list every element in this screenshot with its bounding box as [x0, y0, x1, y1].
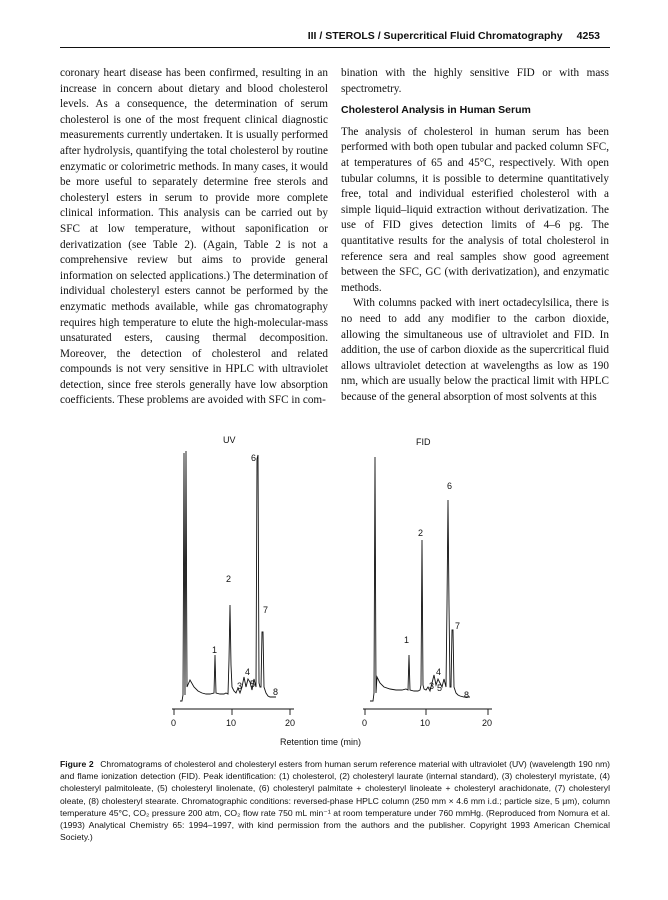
section-heading: Cholesterol Analysis in Human Serum	[341, 104, 531, 117]
fid-peak-6: 6	[447, 481, 453, 491]
uv-peak-6: 6	[251, 453, 257, 463]
fid-peak-7: 7	[455, 621, 461, 631]
uv-peak-3: 3	[237, 681, 243, 691]
chromatogram-figure	[60, 425, 610, 755]
caption-label: Figure 2	[60, 759, 94, 769]
uv-panel-label: UV	[223, 435, 236, 445]
uv-tick-label-20: 20	[285, 718, 296, 728]
uv-peak-2: 2	[226, 574, 232, 584]
fid-peak-3: 3	[429, 681, 435, 691]
left-column	[60, 66, 328, 409]
fid-tick-label-20: 20	[482, 718, 493, 728]
running-head-title: III / STEROLS / Supercritical Fluid Chromatography	[307, 30, 563, 42]
uv-panel	[171, 435, 295, 728]
left-paragraph: coronary heart disease has been confirmed, resulting in an increase in concern about dietary and blood cholesterol levels. As a consequence, the determination of serum cholesterol is one of the most frequent clinical diagnostic measurements currently undertaken. It is usually performed after hydrolysis, quantifying the total cholesterol by routine enzymatic or colorimetric methods. In many cases, it would be more useful to separately determine free sterols and cholesteryl esters in serum to provide more complete clinical information. This analysis can be carried out by SFC at low temperature, without saponification or derivatization (see Table 2). (Again, Table 2 is not a comprehensive review but aims to provide general information on selected applications.) The determination of individual cholesteryl esters cannot be performed by the enzymatic methods available, while gas chromatography requires high temperature to elute the high-molecular-mass unsaturated esters, causing thermal decomposition. Moreover, the detection of cholesterol and related compounds is not very sensitive in HPLC with ultraviolet detection, since free sterols generally have low absorption coefficients. These problems are avoided with SFC in com-	[60, 67, 328, 407]
fid-peak-4: 4	[436, 667, 442, 677]
right-intro: bination with the highly sensitive FID or with mass spectrometry.	[341, 67, 609, 95]
chromatogram-svg	[60, 425, 610, 755]
figure-caption	[60, 758, 610, 843]
fid-peak-8: 8	[464, 690, 470, 700]
uv-tick-label-0: 0	[171, 718, 177, 728]
x-axis-label: Retention time (min)	[280, 737, 362, 747]
uv-peak-4: 4	[245, 667, 251, 677]
right-paragraph-2: With columns packed with inert octadecylsilica, there is no need to add any modifier to the carbon dioxide, allowing the simultaneous use of ultraviolet and FID. In addition, the use of carbon dioxide as the supercritical fluid allows ultraviolet detection at wavelengths as low as 190 nm, which are usually below the practical limit with HPLC because of the general absorption of most solvents at this	[341, 297, 609, 403]
page-number: 4253	[576, 30, 600, 42]
uv-peak-5: 5	[250, 679, 256, 689]
uv-peak-8: 8	[273, 687, 279, 697]
fid-peak-5: 5	[437, 683, 443, 693]
uv-peak-7: 7	[263, 605, 269, 615]
fid-trace	[370, 457, 470, 701]
fid-tick-label-0: 0	[362, 718, 368, 728]
right-paragraph-1: The analysis of cholesterol in human serum has been performed with both open tubular and packed column SFC, at temperatures of 65 and 45°C, respectively. With open tubular columns, it is possible to determine quantitatively free, total and individual esterified cholesterol with a simple liquid–liquid extraction without derivatization. The use of FID gives detection limits of 4–6 pg. The quantitative results for the analysis of total cholesterol in reference sera and real samples show good agreement between the SFC, GC (with derivatization), and enzymatic methods.	[341, 125, 609, 294]
uv-tick-label-10: 10	[226, 718, 237, 728]
uv-peak-1: 1	[212, 645, 218, 655]
header-rule	[60, 47, 610, 48]
fid-panel-label: FID	[416, 437, 431, 447]
running-head	[308, 30, 600, 42]
right-column	[341, 66, 609, 405]
fid-tick-label-10: 10	[420, 718, 431, 728]
fid-panel	[362, 437, 492, 728]
caption-text: Chromatograms of cholesterol and cholesteryl esters from human serum reference material with ultraviolet (UV) (wavelength 190 nm) and flame ionization detection (FID). Peak identification: (1) cholesterol, (2) cholesteryl laurate (internal standard), (3) cholesteryl myristate, (4) cholesteryl palmitoleate, (5) cholesteryl linolenate, (6) cholesteryl palmitate + cholesteryl linoleate + cholesteryl arachidonate, (7) cholesteryl oleate, (8) cholesteryl stearate. Chromatographic conditions: reversed-phase HPLC column (250 mm × 4.6 mm i.d.; particle size, 5 μm), column temperature 45°C, CO₂ pressure 200 atm, CO₂ flow rate 750 mL min⁻¹ at room temperature under 760 mmHg. (Reproduced from Nomura et al. (1993) Analytical Chemistry 65: 1994–1997, with kind permission from the authors and the publisher. Copyright 1993 American Chemical Society.)	[60, 759, 610, 843]
fid-peak-2: 2	[418, 528, 424, 538]
fid-peak-1: 1	[404, 635, 410, 645]
